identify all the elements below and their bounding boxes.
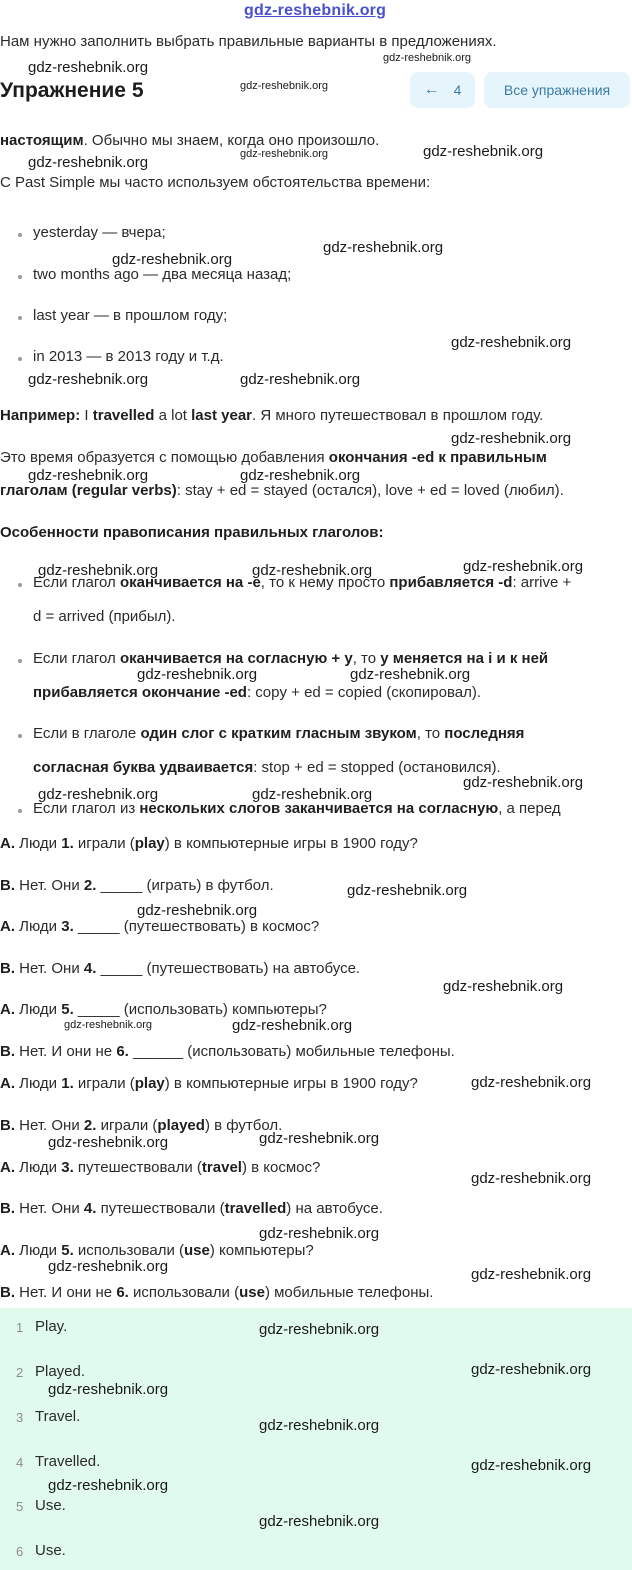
bullet-icon [18,357,22,361]
watermark: gdz-reshebnik.org [48,1381,169,1398]
watermark: gdz-reshebnik.org [471,1457,592,1474]
all-exercises-button[interactable] [484,72,630,108]
watermark: gdz-reshebnik.org [443,978,564,995]
list-item: last year — в прошлом году; [33,307,228,324]
watermark: gdz-reshebnik.org [137,666,258,683]
theory-paragraph-2: С Past Simple мы часто используем обстоятельства времени: [0,174,431,191]
watermark: gdz-reshebnik.org [48,1477,169,1494]
formation-line-1: Это время образуется с помощью добавления окончания -ed к правильным [0,449,547,466]
watermark: gdz-reshebnik.org [259,1130,380,1147]
solution-line: A. Люди 5. использовали (use) компьютеры? [0,1242,314,1259]
watermark: gdz-reshebnik.org [463,558,584,575]
answer-number: 1 [16,1320,24,1335]
watermark: gdz-reshebnik.org [112,251,233,268]
prev-exercise-button[interactable] [410,72,475,108]
solution-line: B. Нет. Они 2. играли (played) в футбол. [0,1117,283,1134]
watermark: gdz-reshebnik.org [471,1361,592,1378]
solution-line: A. Люди 1. играли (play) в компьютерные игры в 1900 году? [0,1075,418,1092]
rule-1-line-1: Если глагол оканчивается на -e, то к нему просто прибавляется -d: arrive + [33,574,572,591]
rule-2-line-2: прибавляется окончание -ed: copy + ed = copied (скопировал). [33,684,482,701]
formation-line-2: глаголам (regular verbs): stay + ed = stayed (остался), love + ed = loved (любил). [0,482,564,499]
rules-title: Особенности правописания правильных глаголов: [0,524,384,541]
watermark: gdz-reshebnik.org [252,562,373,579]
bullet-icon [18,734,22,738]
watermark: gdz-reshebnik.org [137,902,258,919]
task-line: B. Нет. И они не 6. ______ (использовать) мобильные телефоны. [0,1043,455,1060]
watermark: gdz-reshebnik.org [48,1258,169,1275]
watermark: gdz-reshebnik.org [451,430,572,447]
answer-text: Travelled. [35,1453,101,1470]
answer-number: 3 [16,1410,24,1425]
rule-4-line-1: Если глагол из нескольких слогов заканчивается на согласную, а перед [33,800,561,817]
watermark: gdz-reshebnik.org [232,1017,353,1034]
watermark: gdz-reshebnik.org [463,774,584,791]
bullet-icon [18,233,22,237]
watermark: gdz-reshebnik.org [240,467,361,484]
watermark: gdz-reshebnik.org [28,59,149,76]
answer-text: Travel. [35,1408,81,1425]
watermark: gdz-reshebnik.org [64,1019,153,1031]
rule-2-line-1: Если глагол оканчивается на согласную + y, то y меняется на i и к ней [33,650,549,667]
watermark: gdz-reshebnik.org [28,467,149,484]
bullet-icon [18,583,22,587]
list-item: in 2013 — в 2013 году и т.д. [33,348,224,365]
watermark: gdz-reshebnik.org [350,666,471,683]
bullet-icon [18,275,22,279]
list-item: yesterday — вчера; [33,224,166,241]
watermark: gdz-reshebnik.org [323,239,444,256]
watermark: gdz-reshebnik.org [28,154,149,171]
answer-text: Use. [35,1542,66,1559]
bullet-icon [18,659,22,663]
watermark: gdz-reshebnik.org [259,1513,380,1530]
answer-text: Play. [35,1318,68,1335]
answer-number: 6 [16,1544,24,1559]
watermark: gdz-reshebnik.org [259,1321,380,1338]
page-title: Упражнение 5 [0,79,144,102]
task-line: B. Нет. Они 4. _____ (путешествовать) на автобусе. [0,960,361,977]
watermark: gdz-reshebnik.org [259,1225,380,1242]
answer-number: 4 [16,1455,24,1470]
all-exercises-label: Все упражнения [503,82,611,98]
watermark: gdz-reshebnik.org [240,371,361,388]
task-line: A. Люди 1. играли (play) в компьютерные игры в 1900 году? [0,835,418,852]
prev-exercise-label: 4 [453,82,462,98]
watermark: gdz-reshebnik.org [48,1134,169,1151]
bullet-icon [18,316,22,320]
watermark: gdz-reshebnik.org [347,882,468,899]
watermark: gdz-reshebnik.org [38,562,159,579]
watermark: gdz-reshebnik.org [451,334,572,351]
watermark: gdz-reshebnik.org [240,148,329,160]
list-item: two months ago — два месяца назад; [33,266,292,283]
watermark: gdz-reshebnik.org [471,1074,592,1091]
answer-number: 2 [16,1365,24,1380]
answer-text: Use. [35,1497,66,1514]
watermark: gdz-reshebnik.org [423,143,544,160]
task-line: B. Нет. Они 2. _____ (играть) в футбол. [0,877,274,894]
example-sentence: Например: I travelled a lot last year. Я много путешествовал в прошлом году. [0,407,544,424]
watermark: gdz-reshebnik.org [471,1266,592,1283]
task-line: A. Люди 5. _____ (использовать) компьютеры? [0,1001,327,1018]
watermark: gdz-reshebnik.org [471,1170,592,1187]
watermark: gdz-reshebnik.org [28,371,149,388]
solution-line: B. Нет. И они не 6. использовали (use) мобильные телефоны. [0,1284,434,1301]
answer-text: Played. [35,1363,86,1380]
watermark: gdz-reshebnik.org [383,52,472,64]
rule-3-line-2: согласная буква удваивается: stop + ed = stopped (остановился). [33,759,501,776]
theory-paragraph-1: настоящим. Обычно мы знаем, когда оно произошло. [0,132,380,149]
answer-number: 5 [16,1499,24,1514]
watermark: gdz-reshebnik.org [252,786,373,803]
watermark: gdz-reshebnik.org [38,786,159,803]
intro-text: Нам нужно заполнить выбрать правильные варианты в предложениях. [0,33,497,50]
rule-1-line-2: d = arrived (прибыл). [33,608,176,625]
bullet-icon [18,809,22,813]
answers-box [0,1308,632,1570]
task-line: A. Люди 3. _____ (путешествовать) в космос? [0,918,320,935]
rule-3-line-1: Если в глаголе один слог с кратким гласным звуком, то последняя [33,725,525,742]
watermark: gdz-reshebnik.org [259,1417,380,1434]
solution-line: A. Люди 3. путешествовали (travel) в космос? [0,1159,321,1176]
site-watermark-link[interactable]: gdz-reshebnik.org [244,2,387,19]
solution-line: B. Нет. Они 4. путешествовали (travelled) на автобусе. [0,1200,383,1217]
arrow-left-icon: ← [423,81,440,98]
watermark: gdz-reshebnik.org [240,80,329,92]
